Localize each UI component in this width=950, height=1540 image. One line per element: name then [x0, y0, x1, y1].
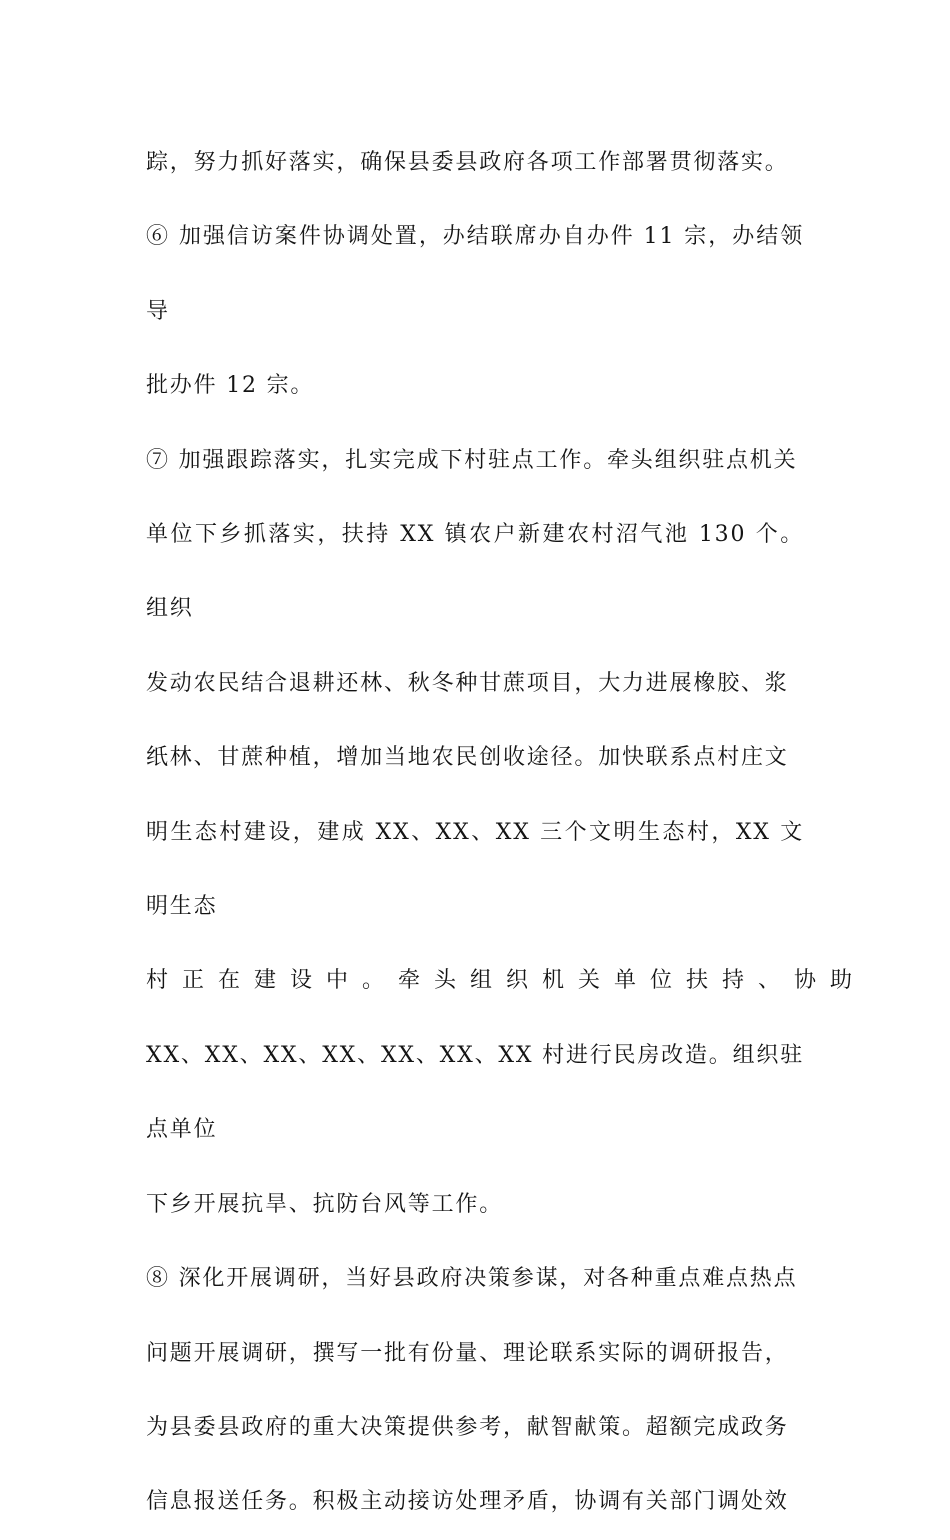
- body-text: [146, 126, 867, 1540]
- text-line: 为县委县政府的重大决策提供参考，献智献策。超额完成政务: [146, 1414, 789, 1440]
- text-line: 踪，努力抓好落实，确保县委县政府各项工作部署贯彻落实。: [146, 150, 789, 175]
- text-line: 批办件 12 宗。: [146, 373, 315, 399]
- text-line: 下乡开展抗旱、抗防台风等工作。: [146, 1191, 504, 1217]
- text-line: 发动农民结合退耕还林、秋冬种甘蔗项目，大力进展橡胶、浆: [146, 670, 789, 696]
- text-line: ⑥ 加强信访案件协调处置，办结联席办自办件 11 宗，办结领导: [146, 224, 804, 324]
- text-line: ⑧ 深化开展调研，当好县政府决策参谋，对各种重点难点热点: [146, 1266, 798, 1292]
- text-line: 信息报送任务。积极主动接访处理矛盾，协调有关部门调处效: [146, 1489, 789, 1515]
- text-line: ⑦ 加强跟踪落实，扎实完成下村驻点工作。牵头组织驻点机关: [146, 447, 798, 473]
- text-line: 单位下乡抓落实，扶持 XX 镇农户新建农村沼气池 130 个。组织: [146, 522, 804, 622]
- text-line: 问题开展调研，撰写一批有份量、理论联系实际的调研报告，: [146, 1340, 789, 1366]
- text-line: 村正在建设中。牵头组织机关单位扶持、协助: [146, 968, 867, 994]
- text-line: XX、XX、XX、XX、XX、XX、XX 村进行民房改造。组织驻点单位: [146, 1042, 804, 1143]
- text-line: 纸林、甘蔗种植，增加当地农民创收途径。加快联系点村庄文: [146, 745, 789, 771]
- text-line: 明生态村建设，建成 XX、XX、XX 三个文明生态村，XX 文明生态: [146, 819, 804, 920]
